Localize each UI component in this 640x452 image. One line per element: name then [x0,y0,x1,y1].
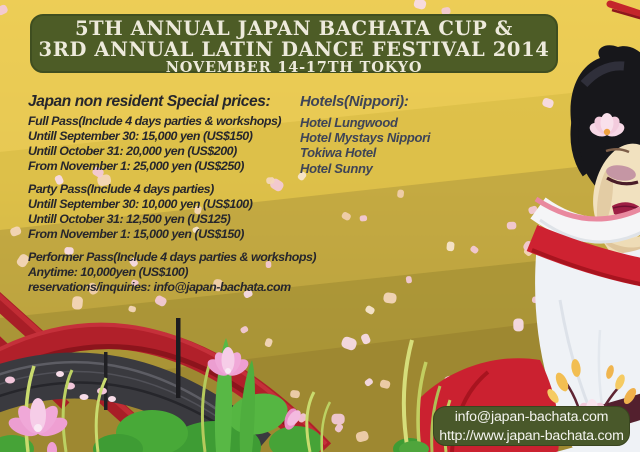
event-title-line1: 5TH ANNUAL JAPAN BACHATA CUP & [74,17,513,40]
contact-url: http://www.japan-bachata.com [439,428,624,444]
hotel-item: Hotel Lungwood [300,115,398,130]
price-line: Untill September 30: 15,000 yen (US$150) [28,129,253,143]
prices-title: Japan non resident Special prices: [28,93,271,110]
performer-pass-group [28,250,373,295]
reservations-line: reservations/inquiries: info@japan-bachata.com [28,280,291,294]
price-line: Untill October 31: 12,500 yen (US125) [28,212,231,226]
hotel-item: Hotel Mystays Nippori [300,130,431,146]
hotels-section [300,92,510,176]
event-title-line2: 3RD ANNUAL LATIN DANCE FESTIVAL 2014 [38,38,550,61]
price-line: Performer Pass(Include 4 days parties & workshops) [28,250,317,264]
event-date-location: NOVEMBER 14-17TH TOKYO [165,59,423,76]
contact-email: info@japan-bachata.com [454,409,609,425]
event-title-banner [30,14,558,76]
price-line: Anytime: 10,000yen (US$100) [28,265,189,279]
price-line: From November 1: 15,000 yen (US$150) [28,227,244,241]
price-line: From November 1: 25,000 yen (US$250) [28,159,244,173]
party-pass-group [28,182,373,242]
price-line: Party Pass(Include 4 days parties) [28,182,214,196]
price-line: Untill September 30: 10,000 yen (US$100) [28,197,253,211]
price-line: Untill October 31: 20,000 yen (US$200) [28,144,237,158]
hotel-item: Tokiwa Hotel [300,145,377,161]
hotel-item: Hotel Sunny [300,160,373,176]
price-line: Full Pass(Include 4 days parties & workshops) [28,114,282,128]
hotels-title: Hotels(Nippori): [300,93,409,110]
contact-box [433,406,630,446]
